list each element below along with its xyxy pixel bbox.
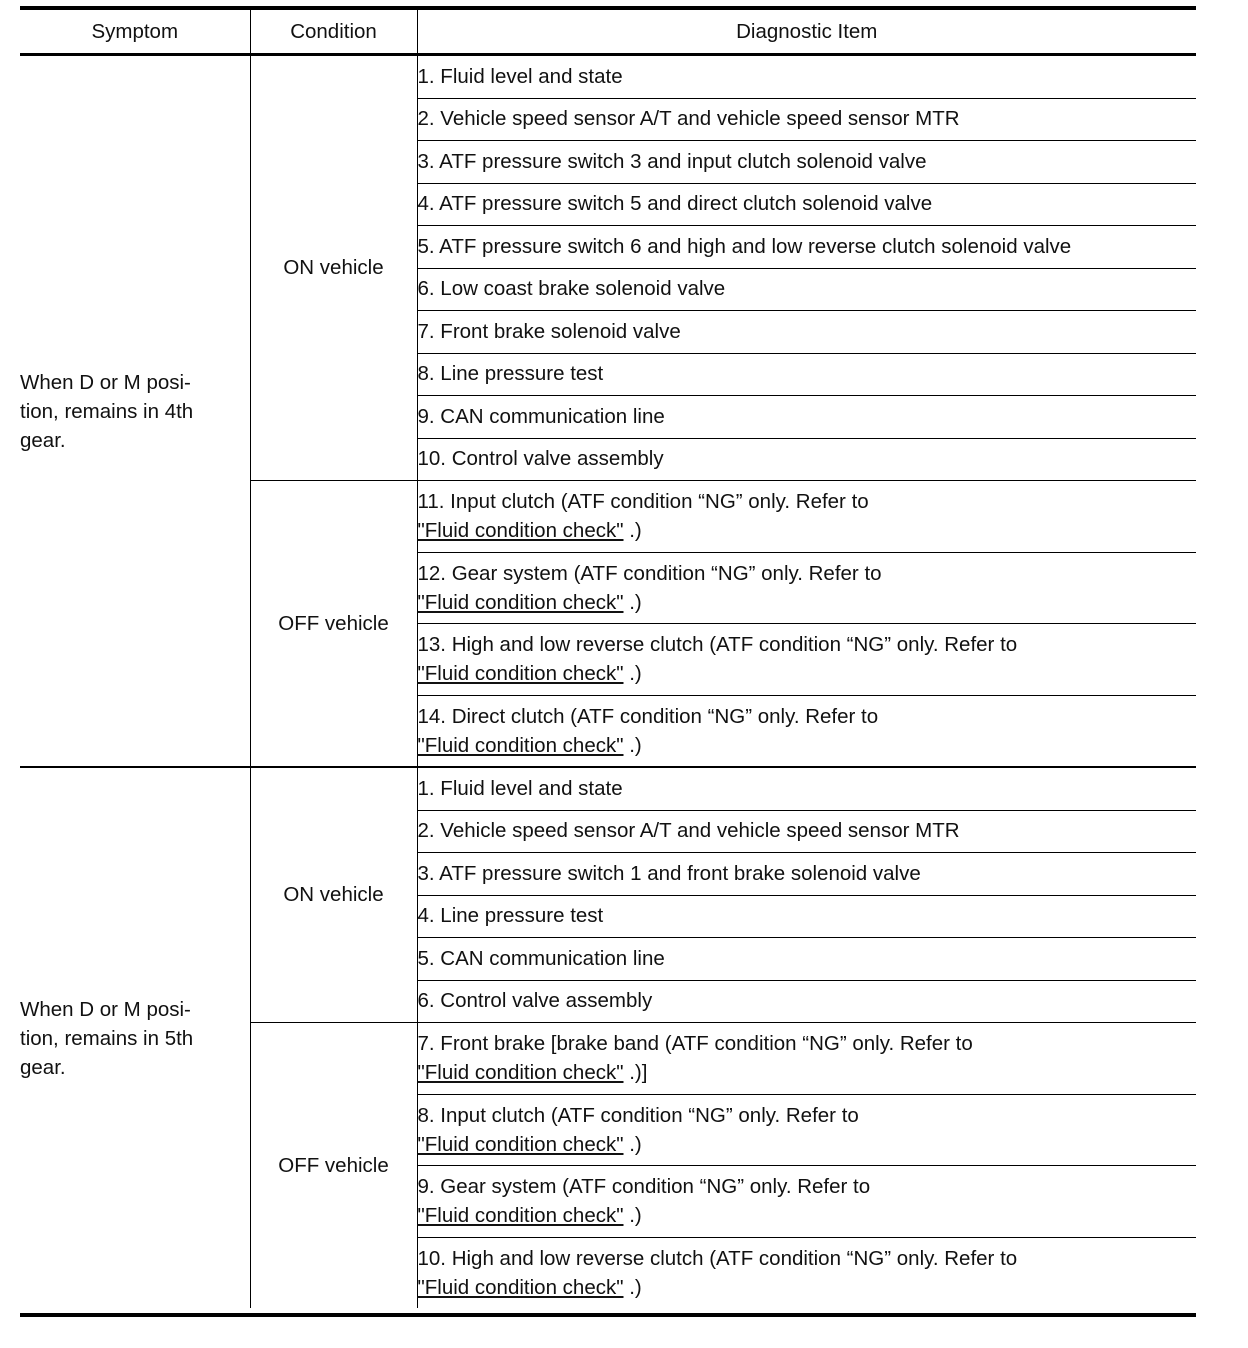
item-text: 7. Front brake [brake band (ATF condition “NG” only. Refer to <box>417 1032 973 1056</box>
header-condition: Condition <box>250 8 417 55</box>
diagnostic-item <box>417 1166 1196 1238</box>
diagnostic-item <box>417 481 1196 553</box>
diagnostic-item: 4. ATF pressure switch 5 and direct clutch solenoid valve <box>417 183 1196 226</box>
table-row <box>20 55 1196 99</box>
header-diagnostic-item: Diagnostic Item <box>417 8 1196 55</box>
item-suffix: .) <box>623 590 642 614</box>
symptom-4th-gear: When D or M posi- tion, remains in 4th gear. <box>20 55 250 768</box>
diagnostic-item <box>417 552 1196 624</box>
diagnostic-item: 2. Vehicle speed sensor A/T and vehicle speed sensor MTR <box>417 810 1196 853</box>
diagnostic-item: 1. Fluid level and state <box>417 767 1196 810</box>
fluid-condition-check-link[interactable]: "Fluid condition check" <box>417 662 624 686</box>
item-text: 9. Gear system (ATF condition “NG” only. Refer to <box>417 1175 871 1199</box>
diagnostic-item <box>417 624 1196 696</box>
diagnostic-item: 4. Line pressure test <box>417 895 1196 938</box>
fluid-condition-check-link[interactable]: "Fluid condition check" <box>417 590 624 614</box>
diagnostic-item: 9. CAN communication line <box>417 396 1196 439</box>
fluid-condition-check-link[interactable]: "Fluid condition check" <box>417 1061 624 1085</box>
diagnostic-item <box>417 1094 1196 1166</box>
fluid-condition-check-link[interactable]: "Fluid condition check" <box>417 519 624 543</box>
item-suffix: .)] <box>623 1061 648 1085</box>
item-text: 8. Input clutch (ATF condition “NG” only. Refer to <box>417 1103 859 1127</box>
item-text: 12. Gear system (ATF condition “NG” only. Refer to <box>417 561 882 585</box>
item-text: 11. Input clutch (ATF condition “NG” only. Refer to <box>417 490 869 514</box>
item-suffix: .) <box>623 733 642 757</box>
diagnostic-item: 5. ATF pressure switch 6 and high and low reverse clutch solenoid valve <box>417 226 1196 269</box>
fluid-condition-check-link[interactable]: "Fluid condition check" <box>417 1132 624 1156</box>
item-suffix: .) <box>623 519 642 543</box>
diagnostic-item: 1. Fluid level and state <box>417 55 1196 99</box>
condition-on-vehicle: ON vehicle <box>250 55 417 481</box>
fluid-condition-check-link[interactable]: "Fluid condition check" <box>417 733 624 757</box>
condition-on-vehicle: ON vehicle <box>250 767 417 1023</box>
diagnostic-item <box>417 695 1196 767</box>
diagnostic-item: 5. CAN communication line <box>417 938 1196 981</box>
item-suffix: .) <box>623 1132 642 1156</box>
diagnostic-item: 3. ATF pressure switch 1 and front brake solenoid valve <box>417 853 1196 896</box>
item-text: 13. High and low reverse clutch (ATF condition “NG” only. Refer to <box>417 633 1018 657</box>
diagnostic-item: 6. Low coast brake solenoid valve <box>417 268 1196 311</box>
diagnostic-item: 2. Vehicle speed sensor A/T and vehicle speed sensor MTR <box>417 98 1196 141</box>
diagnostic-table <box>20 6 1196 1308</box>
item-suffix: .) <box>623 662 642 686</box>
condition-off-vehicle: OFF vehicle <box>250 1023 417 1309</box>
diagnostic-item: 8. Line pressure test <box>417 353 1196 396</box>
fluid-condition-check-link[interactable]: "Fluid condition check" <box>417 1204 624 1228</box>
item-text: 14. Direct clutch (ATF condition “NG” only. Refer to <box>417 704 879 728</box>
diagnostic-item: 7. Front brake solenoid valve <box>417 311 1196 354</box>
diagnostic-item: 10. Control valve assembly <box>417 438 1196 481</box>
header-symptom: Symptom <box>20 8 250 55</box>
table-bottom-rule <box>20 1313 1196 1317</box>
table-row <box>20 767 1196 810</box>
symptom-5th-gear: When D or M posi- tion, remains in 5th gear. <box>20 767 250 1308</box>
fluid-condition-check-link[interactable]: "Fluid condition check" <box>417 1275 624 1299</box>
item-text: 10. High and low reverse clutch (ATF condition “NG” only. Refer to <box>417 1246 1018 1270</box>
diagnostic-item <box>417 1023 1196 1095</box>
diagnostic-item: 6. Control valve assembly <box>417 980 1196 1023</box>
header-row <box>20 8 1196 55</box>
diagnostic-item: 3. ATF pressure switch 3 and input clutch solenoid valve <box>417 141 1196 184</box>
condition-off-vehicle: OFF vehicle <box>250 481 417 768</box>
item-suffix: .) <box>623 1204 642 1228</box>
item-suffix: .) <box>623 1275 642 1299</box>
diagnostic-item <box>417 1237 1196 1308</box>
